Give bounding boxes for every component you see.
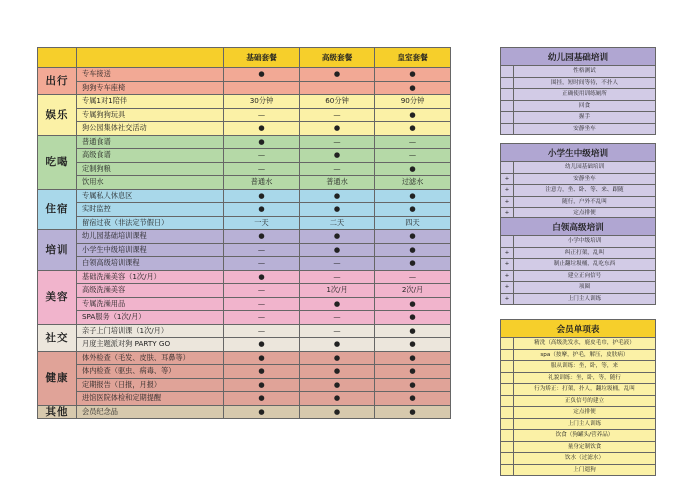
table-row [38,216,451,230]
package-value: 90分钟 [375,95,451,109]
service-item: 定制狗粮 [77,162,224,176]
package-value: — [224,311,300,325]
package-value: ● [224,135,300,149]
list-item [501,89,656,101]
side-table-title: 会员单项表 [501,320,656,338]
package-value: — [224,284,300,298]
header-royal-package: 皇室套餐 [375,48,451,68]
training-item: 回食 [514,100,656,112]
package-value: — [224,243,300,257]
member-single-items-table [500,319,656,476]
category-label: 其他 [38,405,77,419]
table-row [38,203,451,217]
package-value: 30分钟 [224,95,300,109]
package-value: ● [375,297,451,311]
header-basic-package: 基础套餐 [224,48,300,68]
training-item: 性格测试 [514,66,656,78]
plus-marker [501,112,514,124]
table-row [38,68,451,82]
training-item: 行为矫正：打架，扑人，翻垃圾桶，乱叫 [514,384,656,396]
training-item: 正确使用训练厕所 [514,89,656,101]
service-item: 幼儿园基础培训课程 [77,230,224,244]
service-item: 饮用水 [77,176,224,190]
side-table-title: 白领高级培训 [501,218,656,236]
list-item [501,384,656,396]
list-item [501,77,656,89]
training-item: 幼儿园基础培训 [514,162,656,174]
training-item: 量身定制饮食 [514,441,656,453]
package-value: ● [375,81,451,95]
header-advanced-package: 高级套餐 [300,48,375,68]
plus-marker [501,66,514,78]
service-item: 专属1对1陪伴 [77,95,224,109]
package-value: 二天 [300,216,375,230]
training-item: 上门主人训练 [514,418,656,430]
package-value: — [375,149,451,163]
package-value [300,81,375,95]
service-item: 专属洗澡用品 [77,297,224,311]
package-value: ● [375,162,451,176]
list-item [501,247,656,259]
category-label: 培训 [38,230,77,271]
plus-marker [501,453,514,465]
table-row [38,230,451,244]
training-item: 定点排便 [514,407,656,419]
package-value: — [375,135,451,149]
package-value: ● [224,338,300,352]
package-value: ● [224,68,300,82]
table-row [38,149,451,163]
category-label: 吃喝 [38,135,77,189]
package-value: — [224,149,300,163]
list-item [501,372,656,384]
category-label: 健康 [38,351,77,405]
plus-marker [501,430,514,442]
package-value: 四天 [375,216,451,230]
package-value: ● [224,378,300,392]
service-item: 亲子上门培训课（1次/月） [77,324,224,338]
plus-marker: + [501,196,514,208]
package-value: ● [375,324,451,338]
plus-marker: + [501,247,514,259]
training-item: 安静坐车 [514,123,656,135]
package-value: — [300,135,375,149]
plus-marker: + [501,208,514,220]
list-item [501,66,656,78]
package-value: ● [224,122,300,136]
table-row [38,122,451,136]
training-item: 上门遛狗 [514,464,656,476]
package-value: ● [375,189,451,203]
list-item [501,430,656,442]
package-value: ● [375,405,451,419]
plus-marker: + [501,293,514,305]
package-value: — [300,162,375,176]
training-item: 小学中级培训 [514,236,656,248]
table-row [38,243,451,257]
service-item: 定期报告（日报，月报） [77,378,224,392]
list-item [501,395,656,407]
training-item: 定点排便 [514,208,656,220]
plus-marker [501,123,514,135]
list-item [501,464,656,476]
plus-marker [501,361,514,373]
training-item: 建立正向信号 [514,270,656,282]
package-value: ● [300,365,375,379]
plus-marker [501,100,514,112]
list-item [501,407,656,419]
category-label: 出行 [38,68,77,95]
list-item [501,196,656,208]
table-row [38,270,451,284]
package-value: ● [375,257,451,271]
package-value [224,81,300,95]
list-item [501,162,656,174]
package-value: ● [300,338,375,352]
plus-marker: + [501,282,514,294]
training-item: 项圈 [514,282,656,294]
list-item [501,236,656,248]
list-item [501,173,656,185]
plus-marker [501,349,514,361]
service-item: 进馆医院体检和定期提醒 [77,392,224,406]
package-value: — [224,257,300,271]
package-value: ● [300,351,375,365]
package-value: ● [375,230,451,244]
table-row [38,351,451,365]
plus-marker [501,384,514,396]
service-item: 月度主题派对狗 PARTY GO [77,338,224,352]
list-item [501,349,656,361]
training-item: 上门主人训练 [514,293,656,305]
package-value: — [375,270,451,284]
training-item: 握手 [514,112,656,124]
list-item [501,418,656,430]
table-row [38,135,451,149]
table-row [38,378,451,392]
table-row [38,95,451,109]
plus-marker [501,441,514,453]
package-value: ● [375,108,451,122]
package-value: ● [300,68,375,82]
plus-marker [501,372,514,384]
service-item: 狗公园集体社交活动 [77,122,224,136]
table-row [38,189,451,203]
package-value: ● [375,365,451,379]
table-row [38,405,451,419]
service-item: 白领高级培训课程 [77,257,224,271]
table-row [38,257,451,271]
side-table-title: 幼儿园基础培训 [501,48,656,66]
package-value: ● [300,230,375,244]
plus-marker [501,338,514,350]
package-value: ● [375,338,451,352]
plus-marker [501,407,514,419]
package-value: ● [300,378,375,392]
plus-marker [501,77,514,89]
category-label: 社交 [38,324,77,351]
list-item [501,270,656,282]
header-blank-item [77,48,224,68]
primary-training-table [500,143,656,220]
plus-marker: + [501,173,514,185]
package-value: — [224,162,300,176]
table-row [38,108,451,122]
package-value: 2次/月 [375,284,451,298]
training-item: spa（按摩，护毛，解压，皮肤病） [514,349,656,361]
list-item [501,123,656,135]
table-row [38,324,451,338]
package-value: ● [375,122,451,136]
package-value: 一天 [224,216,300,230]
package-value: ● [375,68,451,82]
package-value: ● [224,365,300,379]
package-value: ● [375,243,451,257]
service-item: 实时监控 [77,203,224,217]
package-value: ● [375,203,451,217]
service-item: 体内检查（驱虫、病毒、等） [77,365,224,379]
list-item [501,361,656,373]
training-item: 制止翻垃圾桶，乱吃东西 [514,259,656,271]
package-value: ● [224,392,300,406]
list-item [501,441,656,453]
plus-marker: + [501,270,514,282]
package-value: ● [224,270,300,284]
list-item [501,282,656,294]
package-value: — [300,257,375,271]
training-item: 注意力，坐、卧、等、来、跟随 [514,185,656,197]
plus-marker: + [501,185,514,197]
package-value: — [224,108,300,122]
training-item: 随行，户外不乱叫 [514,196,656,208]
package-value: — [300,324,375,338]
training-item: 服从训练：坐，卧，等，来 [514,361,656,373]
training-item: 纠正打架，乱叫 [514,247,656,259]
list-item [501,259,656,271]
service-item: 专属私人休息区 [77,189,224,203]
training-item: 安静坐车 [514,173,656,185]
list-item [501,185,656,197]
plus-marker [501,418,514,430]
package-value: ● [300,149,375,163]
package-value: ● [300,203,375,217]
service-item: 专车接送 [77,68,224,82]
service-item: 体外检查（毛发、皮肤、耳鼻等） [77,351,224,365]
package-value: ● [375,351,451,365]
table-row [38,176,451,190]
plus-marker: + [501,259,514,271]
package-value: ● [375,378,451,392]
list-item [501,112,656,124]
package-value: ● [224,351,300,365]
list-item [501,100,656,112]
list-item [501,453,656,465]
package-value: ● [224,203,300,217]
training-item: 围挂，短时间等待，不扑人 [514,77,656,89]
service-item: 高级食谱 [77,149,224,163]
service-item: 留宿过夜（非法定节假日） [77,216,224,230]
service-item: 高级洗澡美容 [77,284,224,298]
plus-marker [501,395,514,407]
package-value: ● [300,405,375,419]
package-value: ● [300,297,375,311]
table-row [38,338,451,352]
training-item: 饮水（过滤水） [514,453,656,465]
package-value: ● [300,122,375,136]
package-value: ● [300,243,375,257]
package-value: — [300,108,375,122]
table-row [38,81,451,95]
package-value: 1次/月 [300,284,375,298]
package-value: ● [224,230,300,244]
package-value: ● [375,392,451,406]
service-item: 狗狗专车座椅 [77,81,224,95]
list-item [501,293,656,305]
whitecollar-training-table [500,217,656,305]
package-value: 60分钟 [300,95,375,109]
table-row [38,392,451,406]
training-item: 正负信号的建立 [514,395,656,407]
table-row [38,284,451,298]
training-item: 饮食（狗罐头/营养品） [514,430,656,442]
plus-marker [501,464,514,476]
header-blank-category [38,48,77,68]
package-value: — [224,324,300,338]
plus-marker [501,89,514,101]
service-item: SPA服务（1次/月） [77,311,224,325]
category-label: 美容 [38,270,77,324]
table-row [38,365,451,379]
package-value: ● [224,189,300,203]
service-item: 基础洗澡美容（1次/月） [77,270,224,284]
table-header-row [38,48,451,68]
plus-marker [501,236,514,248]
training-item: 礼貌训练：坐，卧，等，随行 [514,372,656,384]
kindergarten-training-table [500,47,656,135]
category-label: 住宿 [38,189,77,230]
package-value: 普通水 [300,176,375,190]
table-row [38,162,451,176]
service-item: 普通食谱 [77,135,224,149]
package-value: ● [375,311,451,325]
category-label: 娱乐 [38,95,77,136]
package-comparison-table [37,47,451,419]
service-item: 会员纪念品 [77,405,224,419]
package-value: — [300,311,375,325]
plus-marker [501,162,514,174]
package-value: ● [300,392,375,406]
table-row [38,311,451,325]
package-value: 普通水 [224,176,300,190]
package-value: ● [300,189,375,203]
table-row [38,297,451,311]
service-item: 小学生中级培训课程 [77,243,224,257]
package-value: — [300,270,375,284]
service-item: 专属狗狗玩具 [77,108,224,122]
list-item [501,338,656,350]
side-table-title: 小学生中级培训 [501,144,656,162]
package-value: — [224,297,300,311]
package-value: 过滤水 [375,176,451,190]
training-item: 精洗（高级洗发水，鹿皮毛巾，护毛液） [514,338,656,350]
package-value: ● [224,405,300,419]
